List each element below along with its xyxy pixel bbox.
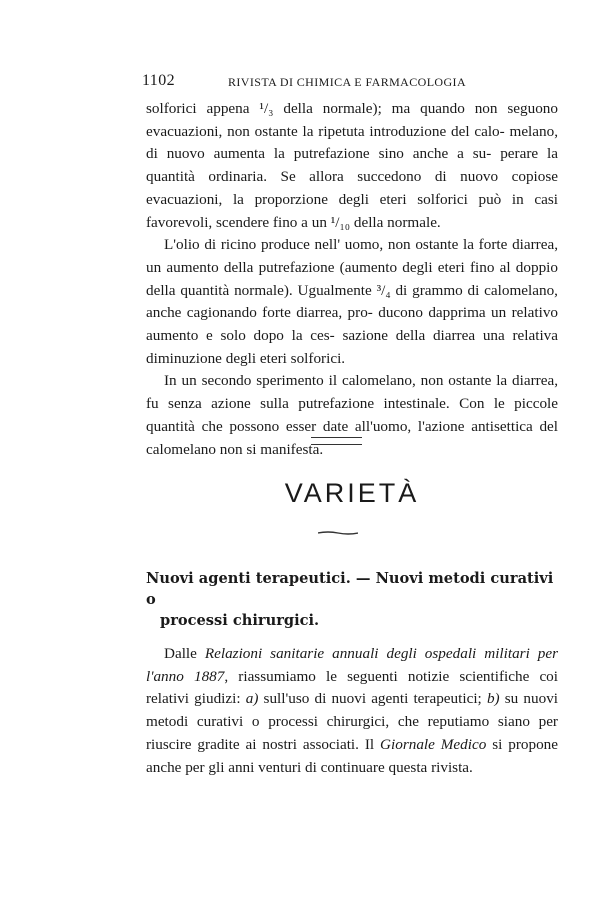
- body-text: [146, 98, 558, 461]
- paragraph-3: [146, 370, 558, 461]
- italic-marker: a): [245, 690, 259, 708]
- line: diarrea, fu senza azione sulla putrefazione intestinale. Con: [146, 372, 558, 413]
- line: sazione della diarrea una relativa diminuzione degli eteri: [146, 327, 558, 367]
- running-header: [142, 72, 558, 92]
- subheading-part2-line2: processi chirurgici.: [160, 612, 320, 629]
- text-run: , riassumiamo le seguenti notizie scientifiche coi relativi giudizi:: [146, 667, 558, 708]
- line: In un secondo sperimento il calomelano, non ostante la: [164, 372, 508, 390]
- running-title: RIVISTA DI CHIMICA E FARMACOLOGIA: [228, 75, 467, 89]
- line: diarrea, un aumento della putrefazione (aumento degli eteri: [146, 236, 559, 276]
- text-run: si propone anche per gli anni venturi di continuare questa rivista.: [146, 735, 559, 776]
- italic-journal: Giornale Medico: [380, 735, 487, 753]
- line: L'olio di ricino produce nell' uomo, non ostante la forte: [164, 236, 508, 254]
- paragraph-1: [146, 98, 558, 234]
- text-run: su nuovi metodi curativi o processi chirurgici, che reputiamo siano per riuscire gradite ai nostri associati. Il: [146, 690, 559, 753]
- line: grammo di calomelano, anche cagionando forte diarrea, pro-: [146, 281, 558, 322]
- line: le piccole quantità che possono esser date all'uomo, l'azione: [146, 395, 559, 435]
- subheading-part2-line1: Nuovi metodi curativi o: [146, 570, 554, 608]
- ornament-dash: [318, 531, 358, 535]
- line: melano, di nuovo aumenta la putrefazione sino anche a su-: [146, 122, 558, 163]
- final-paragraph: [146, 643, 558, 779]
- line: antisettica del calomelano non si manifesta.: [146, 417, 559, 458]
- section-title: VARIETÀ: [284, 478, 420, 508]
- subheading: [146, 568, 558, 631]
- subheading-part1: Nuovi agenti terapeutici.: [146, 570, 351, 587]
- double-rule-divider: [311, 437, 362, 445]
- text-run: sull'uso di nuovi agenti terapeutici;: [263, 690, 482, 708]
- line: copiose evacuazioni, la proporzione degli eteri solforici può: [146, 168, 559, 208]
- line: evacuazioni, non ostante la ripetuta introduzione del calo-: [146, 122, 505, 140]
- line: solforici.: [290, 349, 346, 367]
- line: ducono dapprima un relativo aumento e solo dopo la ces-: [146, 304, 559, 345]
- page-number: 1102: [142, 72, 176, 89]
- italic-title: Relazioni sanitarie annuali degli ospedali militari per l'anno 1887: [146, 645, 558, 685]
- line: fino al doppio della quantità normale). Ugualmente ³/₄ di: [146, 258, 558, 299]
- line: perare la quantità ordinaria. Se allora succedono di nuovo: [146, 145, 558, 186]
- subheading-separator: —: [355, 570, 371, 587]
- line: in casi favorevoli, scendere fino a un ¹/₁₀ della normale.: [146, 190, 558, 231]
- text-run: Dalle: [164, 645, 197, 662]
- line: solforici appena ¹/₃ della normale); ma quando non seguono: [146, 100, 558, 117]
- italic-marker: b): [486, 690, 500, 708]
- final-paragraph-block: [146, 643, 558, 779]
- paragraph-2: [146, 234, 558, 370]
